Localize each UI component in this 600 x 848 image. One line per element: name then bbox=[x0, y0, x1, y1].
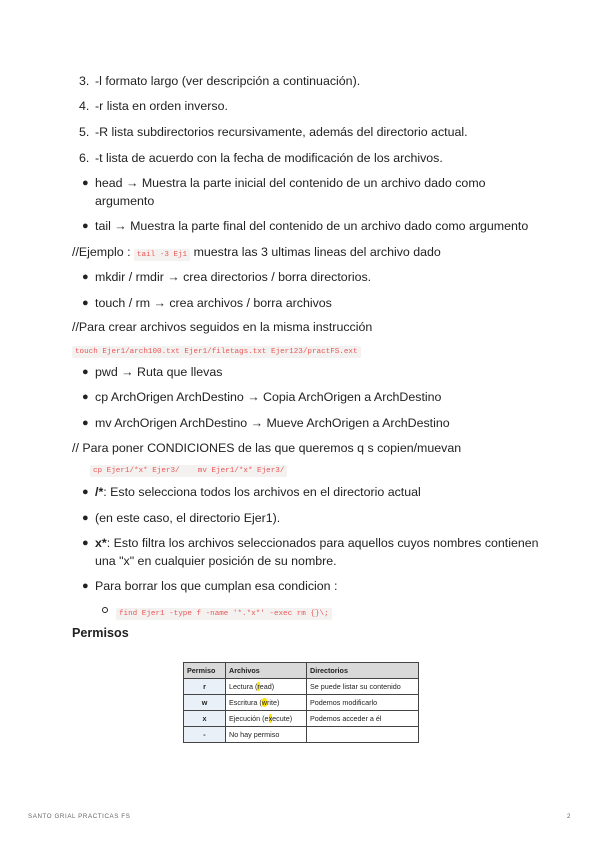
list-text: -r lista en orden inverso. bbox=[95, 99, 228, 113]
bold-term: /* bbox=[95, 485, 104, 499]
inline-code: tail -3 Ej1 bbox=[134, 249, 190, 261]
cp-mv-code: cp Ejer1/*x* Ejer3/ mv Ejer1/*x* Ejer3/ bbox=[90, 465, 287, 477]
table-row bbox=[184, 695, 419, 711]
list-text: touch / rm → crea archivos / borra archivos bbox=[95, 296, 332, 310]
list-number: 5. bbox=[79, 125, 90, 139]
ejemplo-suffix: muestra las 3 ultimas lineas del archivo dado bbox=[190, 245, 441, 259]
permissions-table bbox=[183, 662, 419, 743]
bullet-icon: ● bbox=[82, 512, 89, 524]
note-text: //Para crear archivos seguidos en la misma instrucción bbox=[72, 320, 373, 334]
code-block bbox=[90, 461, 287, 475]
table-header: Archivos bbox=[226, 663, 307, 679]
list-text: Para borrar los que cumplan esa condicion : bbox=[95, 579, 338, 593]
list-text: pwd → Ruta que llevas bbox=[95, 365, 223, 379]
table-row bbox=[184, 727, 419, 743]
note-text: // Para poner CONDICIONES de las que queremos q s copien/muevan bbox=[72, 441, 462, 455]
bullet-icon: ● bbox=[82, 486, 89, 498]
list-text: argumento bbox=[95, 194, 155, 208]
list-text: mv ArchOrigen ArchDestino → Mueve ArchOrigen a ArchDestino bbox=[95, 416, 450, 430]
perm-cell: w bbox=[184, 695, 226, 711]
list-number: 6. bbox=[79, 151, 90, 165]
hollow-bullet-icon bbox=[102, 607, 108, 613]
table-header: Directorios bbox=[307, 663, 419, 679]
bullet-icon: ● bbox=[82, 297, 89, 309]
highlight: r bbox=[257, 682, 260, 691]
highlight: w bbox=[261, 698, 267, 707]
list-text: head → Muestra la parte inicial del contenido de un archivo dado como bbox=[95, 176, 486, 190]
list-text: cp ArchOrigen ArchDestino → Copia ArchOrigen a ArchDestino bbox=[95, 390, 442, 404]
section-heading: Permisos bbox=[72, 626, 129, 640]
directorios-cell: Podemos modificarlo bbox=[307, 695, 419, 711]
archivos-cell: Escritura (write) bbox=[226, 695, 307, 711]
footer-title: SANTO GRIAL PRACTICAS FS bbox=[28, 813, 131, 820]
code-block bbox=[116, 604, 332, 618]
list-number: 3. bbox=[79, 74, 90, 88]
list-text: : Esto selecciona todos los archivos en el directorio actual bbox=[103, 485, 421, 499]
directorios-cell: Se puede listar su contenido bbox=[307, 679, 419, 695]
list-text: -l formato largo (ver descripción a continuación). bbox=[95, 74, 361, 88]
bullet-icon: ● bbox=[82, 417, 89, 429]
directorios-cell: Podemos acceder a él bbox=[307, 711, 419, 727]
table-row bbox=[184, 711, 419, 727]
page-number: 2 bbox=[567, 813, 572, 820]
list-text: : Esto filtra los archivos seleccionados para aquellos cuyos nombres contienen bbox=[106, 536, 539, 550]
table-header: Permiso bbox=[184, 663, 226, 679]
highlight: x bbox=[268, 714, 273, 723]
table-row bbox=[184, 679, 419, 695]
list-number: 4. bbox=[79, 99, 90, 113]
perm-cell: x bbox=[184, 711, 226, 727]
perm-cell: - bbox=[184, 727, 226, 743]
touch-code: touch Ejer1/arch100.txt Ejer1/filetags.txt Ejer123/practFS.ext bbox=[72, 346, 361, 358]
code-block bbox=[72, 342, 361, 356]
bullet-icon: ● bbox=[82, 537, 89, 549]
list-text: -t lista de acuerdo con la fecha de modificación de los archivos. bbox=[95, 151, 443, 165]
list-text: tail → Muestra la parte final del contenido de un archivo dado como argumento bbox=[95, 219, 529, 233]
archivos-cell: No hay permiso bbox=[226, 727, 307, 743]
list-text: mkdir / rmdir → crea directorios / borra directorios. bbox=[95, 270, 372, 284]
perm-cell: r bbox=[184, 679, 226, 695]
archivos-cell: Lectura (read) bbox=[226, 679, 307, 695]
table-header-row bbox=[184, 663, 419, 679]
bullet-icon: ● bbox=[82, 580, 89, 592]
list-text: -R lista subdirectorios recursivamente, además del directorio actual. bbox=[95, 125, 468, 139]
directorios-cell bbox=[307, 727, 419, 743]
bullet-icon: ● bbox=[82, 177, 89, 189]
bullet-icon: ● bbox=[82, 220, 89, 232]
bold-term: x* bbox=[95, 536, 107, 550]
list-text: (en este caso, el directorio Ejer1). bbox=[95, 511, 281, 525]
list-text: una "x" en cualquier posición de su nombre. bbox=[95, 554, 337, 568]
bullet-icon: ● bbox=[82, 366, 89, 378]
bullet-icon: ● bbox=[82, 271, 89, 283]
archivos-cell: Ejecución (execute) bbox=[226, 711, 307, 727]
bullet-icon: ● bbox=[82, 391, 89, 403]
find-code: find Ejer1 -type f -name '*.*x*' -exec rm {}\; bbox=[116, 608, 332, 620]
ejemplo-prefix: //Ejemplo : bbox=[72, 245, 134, 259]
